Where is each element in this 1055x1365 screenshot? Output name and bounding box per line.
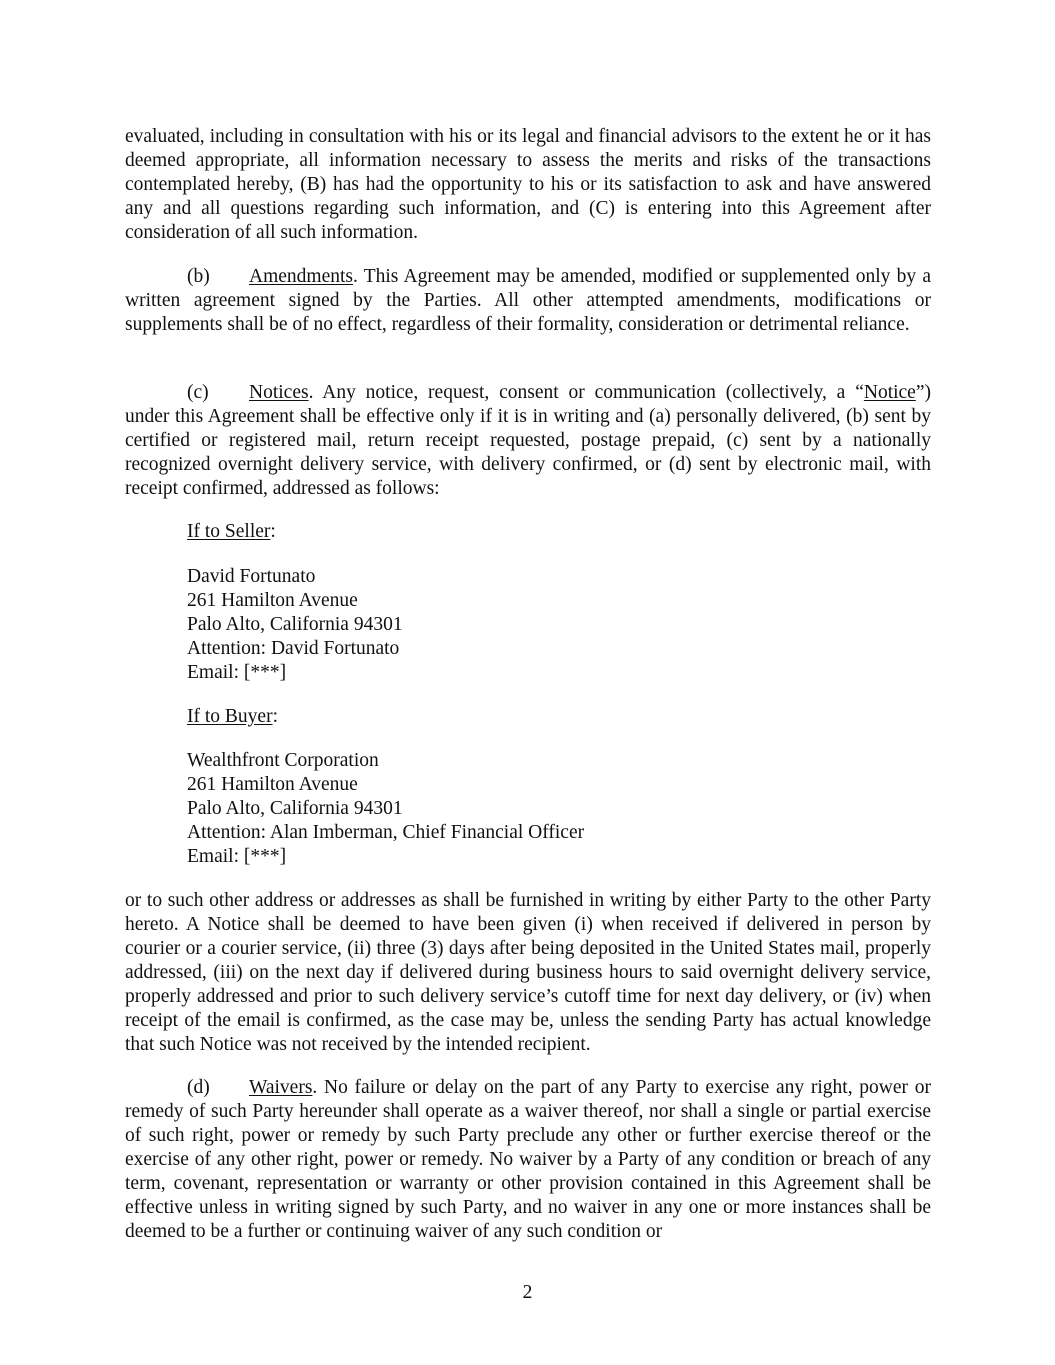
address-line: Palo Alto, California 94301	[187, 798, 403, 819]
continuation-paragraph: evaluated, including in consultation with his or its legal and financial advisors to the extent he or it has deemed appropriate, all information necessary to assess the merits and risks of the transactions contemplated hereby, (B) has had the opportunity to his or its satisfaction to ask and have answered any and all questions regarding such information, and (C) is entering into this Agreement after consideration of all such information.	[125, 126, 931, 243]
section-notices	[125, 381, 931, 501]
address-line: David Fortunato	[187, 566, 316, 587]
address-line: Email: [***]	[187, 662, 287, 683]
address-line: Palo Alto, California 94301	[187, 614, 403, 635]
defined-term: Notice	[863, 382, 916, 403]
section-label: (d)	[187, 1077, 210, 1098]
section-label: (b)	[187, 266, 210, 287]
page-number: 2	[522, 1282, 533, 1303]
section-waivers	[125, 1076, 931, 1244]
section-heading: Notices	[249, 382, 309, 403]
seller-address-block	[187, 565, 403, 685]
section-label: (c)	[187, 382, 209, 403]
address-line: 261 Hamilton Avenue	[187, 774, 358, 795]
seller-notice-heading: If to Seller:	[187, 521, 276, 542]
address-line: 261 Hamilton Avenue	[187, 590, 358, 611]
section-amendments	[125, 265, 931, 337]
section-body: . Any notice, request, consent or communication (collectively, a “	[308, 382, 864, 403]
address-line: Email: [***]	[187, 846, 287, 867]
section-body-continued: ”) under this Agreement shall be effective only if it is in writing and (a) personally delivered, (b) sent by certified or registered mail, return receipt requested, postage prepaid, (c) sent by a nationally recognized overnight delivery service, with delivery confirmed, or (d) sent by electronic mail, with receipt confirmed, addressed as follows:	[125, 382, 931, 499]
section-heading: Waivers	[249, 1077, 313, 1098]
section-body: . This Agreement may be amended, modified or supplemented only by a written agreement signed by the Parties. All other attempted amendments, modifications or supplements shall be of no effect, regardless of their formality, consideration or detrimental reliance.	[125, 266, 931, 335]
address-line: Attention: Alan Imberman, Chief Financial Officer	[187, 822, 585, 843]
address-line: Wealthfront Corporation	[187, 750, 379, 771]
notice-closing-paragraph: or to such other address or addresses as shall be furnished in writing by either Party to the other Party hereto. A Notice shall be deemed to have been given (i) when received if delivered in person by courier or a courier service, (ii) three (3) days after being deposited in the United States mail, properly addressed, (iii) on the next day if delivered during business hours to said overnight delivery service, properly addressed and prior to such delivery service’s cutoff time for next day delivery, or (iv) when receipt of the email is confirmed, as the case may be, unless the sending Party has actual knowledge that such Notice was not received by the intended recipient.	[125, 890, 931, 1055]
buyer-address-block	[187, 749, 584, 869]
section-heading: Amendments	[249, 266, 353, 287]
buyer-notice-heading: If to Buyer:	[187, 706, 278, 727]
address-line: Attention: David Fortunato	[187, 638, 400, 659]
section-body: . No failure or delay on the part of any Party to exercise any right, power or remedy of such Party hereunder shall operate as a waiver thereof, nor shall a single or partial exercise of such right, power or remedy by such Party preclude any other or further exercise thereof or the exercise of any other right, power or remedy. No waiver by a Party of any condition or breach of any term, covenant, representation or warranty or other provision contained in this Agreement shall be effective unless in writing signed by such Party, and no waiver in any one or more instances shall be deemed to be a further or continuing waiver of any such condition or	[125, 1077, 931, 1242]
